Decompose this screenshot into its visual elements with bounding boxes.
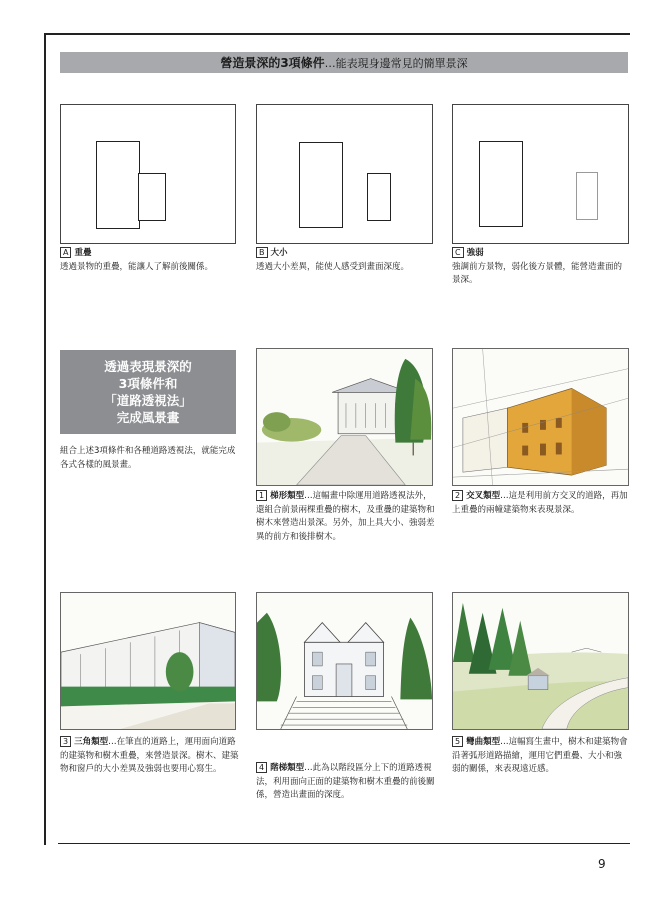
- caption-title: 梯形類型: [270, 491, 305, 501]
- diagram-contrast: [452, 104, 629, 244]
- diagram-rect-large: [299, 142, 343, 228]
- caption-title: 強弱: [466, 248, 484, 258]
- diagram-rect-strong: [479, 141, 523, 227]
- section-subtitle: …能表現身邊常見的簡單景深: [324, 56, 468, 70]
- diagram-rect-back: [138, 173, 166, 221]
- caption-example-4: [256, 762, 436, 803]
- caption-tag: C: [452, 247, 464, 258]
- diagram-overlap: [60, 104, 236, 244]
- caption-tag: 2: [452, 490, 463, 501]
- caption-desc: …這幅寫生畫中，樹木和建築物會沿著弧形道路描繪，運用它們重疊、大小和強弱的關係，來表現遠近感。: [452, 737, 628, 774]
- caption-desc: 透過大小差異，能使人感受到畫面深度。: [256, 261, 410, 272]
- caption-example-1: [256, 490, 436, 544]
- page-number: 9: [598, 857, 606, 871]
- caption-c: [452, 247, 630, 288]
- sketch-trapezoid: [256, 348, 433, 486]
- caption-title: 階梯類型: [270, 763, 305, 773]
- caption-desc: …這是利用前方交叉的道路，再加上重疊的兩幢建築物來表現景深。: [452, 491, 628, 515]
- caption-a: [60, 247, 240, 274]
- caption-title: 大小: [270, 248, 288, 258]
- page-frame-left: [44, 33, 46, 845]
- caption-tag: 5: [452, 736, 463, 747]
- summary-line: 「道路透視法」: [104, 393, 192, 408]
- caption-title: 重疊: [74, 248, 92, 258]
- sketch-triangle: [60, 592, 236, 730]
- caption-title: 彎曲類型: [466, 737, 501, 747]
- summary-panel: [60, 350, 236, 434]
- caption-b: [256, 247, 436, 274]
- caption-tag: A: [60, 247, 71, 258]
- caption-tag: 3: [60, 736, 71, 747]
- diagram-rect-weak: [576, 172, 598, 220]
- diagram-rect-front: [96, 141, 140, 229]
- diagram-rect-small: [367, 173, 391, 221]
- sketch-curved: [452, 592, 629, 730]
- summary-line: 透過表現景深的: [104, 359, 192, 374]
- caption-desc: …這幅畫中除運用道路透視法外，還組合前景兩棵重疊的樹木，及重疊的建築物和樹木來營造出景深。另外，加上具大小、強弱差異的前方和後排樹木。: [256, 491, 435, 542]
- caption-title: 三角類型: [74, 737, 109, 747]
- page-frame-bottom: [58, 843, 630, 844]
- caption-tag: B: [256, 247, 268, 258]
- summary-line: 完成風景畫: [116, 410, 180, 425]
- caption-desc: 透過景物的重疊，能讓人了解前後關係。: [60, 261, 214, 272]
- intro-text: 組合上述3項條件和各種道路透視法，就能完成各式各樣的風景畫。: [60, 446, 236, 470]
- section-header: [60, 52, 628, 73]
- caption-tag: 4: [256, 762, 267, 773]
- caption-example-5: [452, 736, 630, 777]
- caption-example-2: [452, 490, 630, 517]
- caption-desc: …此為以階段區分上下的道路透視法，利用面向正面的建築物和樹木重疊的前後關係，營造出畫面的深度。: [256, 763, 435, 800]
- caption-desc: …在筆直的道路上，運用面向道路的建築物和樹木重疊，來營造景深。樹木、建築物和窗戶的大小差異及強弱也要用心寫生。: [60, 737, 239, 774]
- caption-title: 交叉類型: [466, 491, 501, 501]
- caption-desc: 強調前方景物，弱化後方景體，能營造畫面的景深。: [452, 261, 623, 285]
- summary-line: 3項條件和: [118, 376, 178, 391]
- page-frame-top: [44, 33, 630, 35]
- caption-example-3: [60, 736, 242, 777]
- sketch-intersecting: [452, 348, 629, 486]
- diagram-size: [256, 104, 433, 244]
- caption-tag: 1: [256, 490, 267, 501]
- section-title: 營造景深的3項條件: [220, 56, 325, 70]
- sketch-stair: [256, 592, 433, 730]
